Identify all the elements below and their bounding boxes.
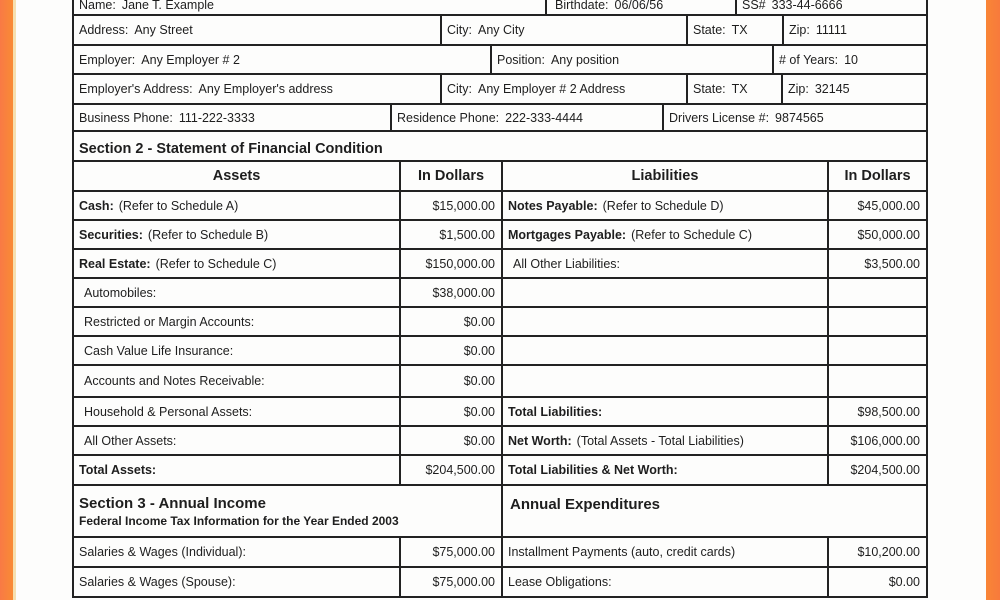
address-row xyxy=(74,16,926,46)
income-label: Salaries & Wages (Individual): xyxy=(79,545,246,559)
employer-address-row xyxy=(74,75,926,105)
position-value: Any position xyxy=(550,52,620,67)
liability-value: $45,000.00 xyxy=(857,198,920,213)
employer-address-cell xyxy=(74,75,440,103)
liability-label: (Total Assets - Total Liabilities) xyxy=(576,433,744,448)
liability-value-cell xyxy=(827,250,926,277)
asset-label: Automobiles: xyxy=(84,285,157,300)
asset-label-bold: Real Estate: xyxy=(79,256,151,271)
asset-value-cell xyxy=(399,192,501,219)
financial-condition-row xyxy=(74,398,926,427)
income-value-cell xyxy=(399,538,501,566)
asset-value: $1,500.00 xyxy=(439,227,495,242)
employer-city-cell xyxy=(440,75,686,103)
asset-label-cell xyxy=(74,337,399,364)
section3-title: Section 3 - Annual Income xyxy=(79,494,266,512)
asset-value-cell xyxy=(399,221,501,248)
liability-value-cell xyxy=(827,366,926,396)
license-value: 9874565 xyxy=(775,110,824,125)
section2-title: Section 2 - Statement of Financial Condition xyxy=(79,141,383,157)
zip-cell xyxy=(782,16,926,44)
section3-rows xyxy=(74,538,926,598)
income-label-cell xyxy=(74,538,399,566)
business-phone-cell xyxy=(74,105,390,130)
asset-label: (Refer to Schedule C) xyxy=(155,256,277,271)
liability-label-bold: Total Liabilities & Net Worth: xyxy=(508,463,678,477)
employer-label: Employer: xyxy=(79,52,136,67)
financial-condition-row xyxy=(74,250,926,279)
section3-title-cell xyxy=(74,486,501,536)
income-value: $75,000.00 xyxy=(432,545,495,559)
asset-label-cell xyxy=(74,427,399,454)
expense-value: $0.00 xyxy=(888,575,920,589)
state-cell xyxy=(686,16,782,44)
name-value: Jane T. Example xyxy=(121,0,215,12)
asset-label: Accounts and Notes Receivable: xyxy=(84,374,265,388)
liability-value-cell xyxy=(827,456,926,484)
liability-label: (Refer to Schedule D) xyxy=(602,198,724,213)
financial-condition-row xyxy=(74,279,926,308)
name-label: Name: xyxy=(79,0,116,12)
expense-label-cell xyxy=(501,568,827,596)
asset-value: $204,500.00 xyxy=(425,463,495,477)
asset-value: $0.00 xyxy=(463,374,495,388)
assets-dollars-header: In Dollars xyxy=(399,162,501,190)
asset-label-bold: Cash: xyxy=(79,198,114,213)
city-label: City: xyxy=(447,23,472,37)
asset-label: Cash Value Life Insurance: xyxy=(84,343,234,358)
residence-phone-cell xyxy=(390,105,662,130)
liability-label: All Other Liabilities: xyxy=(513,256,620,271)
asset-value-cell xyxy=(399,308,501,335)
employer-zip-value: 32145 xyxy=(814,82,850,96)
liability-value-cell xyxy=(827,427,926,454)
employer-state-cell xyxy=(686,75,781,103)
liability-label-cell xyxy=(501,427,827,454)
asset-value-cell xyxy=(399,250,501,277)
right-orange-border xyxy=(986,0,1000,600)
license-cell xyxy=(662,105,926,130)
address-cell xyxy=(74,16,440,44)
liability-label-cell xyxy=(501,366,827,396)
liability-label-bold: Mortgages Payable: xyxy=(508,227,627,242)
ss-value: 333-44-6666 xyxy=(771,0,843,12)
expense-label: Installment Payments (auto, credit cards) xyxy=(508,545,736,559)
employer-zip-cell xyxy=(781,75,926,103)
asset-value: $38,000.00 xyxy=(432,285,495,300)
asset-label: All Other Assets: xyxy=(84,433,177,448)
liability-value: $98,500.00 xyxy=(857,404,920,419)
liability-label: (Refer to Schedule C) xyxy=(631,227,752,242)
expense-label: Lease Obligations: xyxy=(508,575,612,589)
section2-header-row xyxy=(74,162,926,192)
expense-value-cell xyxy=(827,568,926,596)
employer-address-value: Any Employer's address xyxy=(198,82,333,96)
birthdate-cell xyxy=(545,0,735,14)
liability-value-cell xyxy=(827,221,926,248)
name-row xyxy=(74,0,926,16)
zip-value: 11111 xyxy=(815,23,847,37)
birthdate-label: Birthdate: xyxy=(555,0,609,12)
income-value: $75,000.00 xyxy=(432,575,495,589)
employer-city-value: Any Employer # 2 Address xyxy=(478,82,626,96)
asset-value-cell xyxy=(399,337,501,364)
liability-label-cell xyxy=(501,221,827,248)
state-value: TX xyxy=(731,23,748,37)
employer-row xyxy=(74,46,926,75)
birthdate-value: 06/06/56 xyxy=(614,0,664,12)
name-cell xyxy=(74,0,545,14)
section2-title-row xyxy=(74,132,926,162)
residence-phone-value: 222-333-4444 xyxy=(505,110,584,125)
employer-value: Any Employer # 2 xyxy=(141,52,240,67)
left-orange-border xyxy=(0,0,13,600)
city-cell xyxy=(440,16,686,44)
liability-label-cell xyxy=(501,250,827,277)
income-value-cell xyxy=(399,568,501,596)
section3-subtitle: Federal Income Tax Information for the Year Ended 2003 xyxy=(79,513,399,528)
liability-label-bold: Total Liabilities: xyxy=(508,404,603,419)
financial-condition-row xyxy=(74,427,926,456)
ss-label: SS# xyxy=(742,0,766,12)
liability-value: $106,000.00 xyxy=(850,433,920,448)
liability-value-cell xyxy=(827,398,926,425)
financial-condition-row xyxy=(74,337,926,366)
residence-phone-label: Residence Phone: xyxy=(397,110,500,125)
asset-label-bold: Total Assets: xyxy=(79,463,157,477)
asset-label-cell xyxy=(74,456,399,484)
years-cell xyxy=(772,46,926,73)
asset-value: $0.00 xyxy=(463,343,495,358)
business-phone-value: 111-222-3333 xyxy=(178,110,255,125)
expense-value-cell xyxy=(827,538,926,566)
income-expense-row xyxy=(74,568,926,598)
asset-value: $0.00 xyxy=(463,433,495,448)
city-value: Any City xyxy=(478,23,525,37)
annual-expenditures-title: Annual Expenditures xyxy=(501,486,926,536)
liability-value: $204,500.00 xyxy=(850,463,920,477)
asset-value-cell xyxy=(399,279,501,306)
asset-label-cell xyxy=(74,221,399,248)
asset-label-bold: Securities: xyxy=(79,227,143,242)
income-label-cell xyxy=(74,568,399,596)
phone-row xyxy=(74,105,926,132)
position-cell xyxy=(490,46,772,73)
liability-value-cell xyxy=(827,337,926,364)
liabilities-dollars-header: In Dollars xyxy=(827,162,926,190)
asset-value: $0.00 xyxy=(463,404,495,419)
employer-zip-label: Zip: xyxy=(788,82,809,96)
years-value: 10 xyxy=(844,52,858,67)
asset-label: Household & Personal Assets: xyxy=(84,404,253,419)
assets-header: Assets xyxy=(212,168,261,184)
liability-label-cell xyxy=(501,456,827,484)
liabilities-header: Liabilities xyxy=(501,162,827,190)
section3-header-row xyxy=(74,486,926,538)
financial-statement-form xyxy=(72,0,928,598)
liability-label-bold: Net Worth: xyxy=(508,433,572,448)
income-expense-row xyxy=(74,538,926,568)
asset-label-cell xyxy=(74,366,399,396)
liability-value: $50,000.00 xyxy=(857,227,920,242)
employer-state-value: TX xyxy=(731,82,748,96)
license-label: Drivers License #: xyxy=(669,110,770,125)
liability-label-cell xyxy=(501,308,827,335)
asset-value-cell xyxy=(399,456,501,484)
asset-label-cell xyxy=(74,192,399,219)
section2-rows xyxy=(74,192,926,486)
liability-value-cell xyxy=(827,192,926,219)
employer-address-label: Employer's Address: xyxy=(79,82,193,96)
liability-label-cell xyxy=(501,279,827,306)
state-label: State: xyxy=(693,23,726,37)
liability-value: $3,500.00 xyxy=(864,256,920,271)
asset-label-cell xyxy=(74,398,399,425)
asset-label-cell xyxy=(74,308,399,335)
liability-label-cell xyxy=(501,398,827,425)
employer-state-label: State: xyxy=(693,82,726,96)
asset-label: Restricted or Margin Accounts: xyxy=(84,314,255,329)
financial-condition-row xyxy=(74,456,926,486)
asset-value: $15,000.00 xyxy=(432,198,495,213)
expense-value: $10,200.00 xyxy=(857,545,920,559)
expense-label-cell xyxy=(501,538,827,566)
asset-value-cell xyxy=(399,427,501,454)
financial-condition-row xyxy=(74,366,926,398)
liability-label-cell xyxy=(501,192,827,219)
liability-label-bold: Notes Payable: xyxy=(508,198,598,213)
position-label: Position: xyxy=(497,52,545,67)
liability-value-cell xyxy=(827,308,926,335)
financial-condition-row xyxy=(74,308,926,337)
ss-cell xyxy=(735,0,926,14)
financial-condition-row xyxy=(74,221,926,250)
asset-value-cell xyxy=(399,398,501,425)
employer-city-label: City: xyxy=(447,82,472,96)
liability-label-cell xyxy=(501,337,827,364)
asset-value: $150,000.00 xyxy=(425,256,495,271)
address-label: Address: xyxy=(79,23,129,37)
financial-condition-row xyxy=(74,192,926,221)
business-phone-label: Business Phone: xyxy=(79,110,173,125)
address-value: Any Street xyxy=(134,23,193,37)
asset-label: (Refer to Schedule A) xyxy=(118,198,239,213)
asset-label-cell xyxy=(74,250,399,277)
asset-value: $0.00 xyxy=(463,314,495,329)
asset-label: (Refer to Schedule B) xyxy=(147,227,269,242)
income-label: Salaries & Wages (Spouse): xyxy=(79,575,236,589)
years-label: # of Years: xyxy=(779,52,839,67)
zip-label: Zip: xyxy=(789,23,810,37)
liability-value-cell xyxy=(827,279,926,306)
employer-cell xyxy=(74,46,490,73)
asset-value-cell xyxy=(399,366,501,396)
asset-label-cell xyxy=(74,279,399,306)
